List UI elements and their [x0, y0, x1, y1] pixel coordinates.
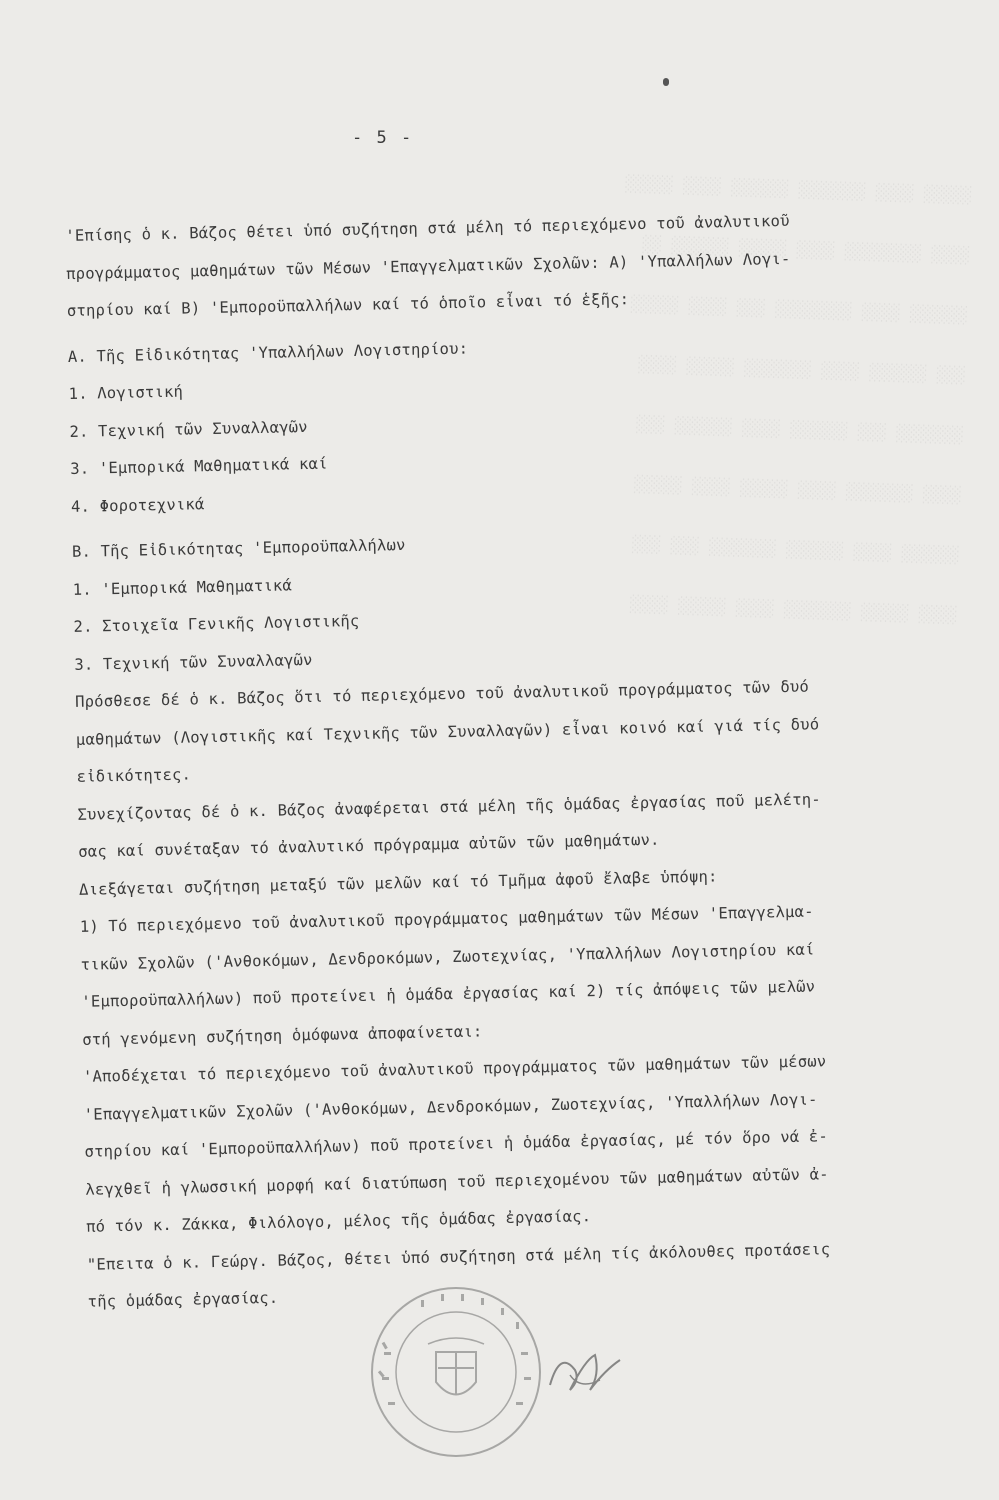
document-body [65, 200, 968, 1322]
text-line: 'Αποδέχεται τό περιεχόμενο τοῦ ἀναλυτικοῦ προγράμματος τῶν μαθημάτων τῶν μέσων [82, 1052, 827, 1086]
text-line: πό τόν κ. Ζάκκα, Φιλόλογο, μέλος τῆς ὁμάδας ἐργασίας. [85, 1207, 592, 1236]
list-item: 1. Λογιστική [68, 382, 184, 403]
text-line: 'Εμποροϋπαλλήλων) ποῦ προτείνει ἡ ὁμάδα ἐργασίας καί 2) τίς ἀπόψεις τῶν μελῶν [81, 977, 816, 1011]
text-line: τικῶν Σχολῶν ('Ανθοκόμων, Δενδροκόμων, Ζωοτεχνίας, 'Υπαλλήλων Λογιστηρίου καί [80, 939, 815, 974]
text-line: Πρόσθεσε δέ ὁ κ. Βάζος ὅτι τό περιεχόμενο τοῦ ἀναλυτικοῦ προγράμματος τῶν δυό [74, 677, 810, 711]
text-line: στηρίου καί Β) 'Εμποροϋπαλλήλων καί τό ὁποῖο εἶναι τό ἑξῆς: [66, 290, 630, 320]
list-item: 2. Στοιχεῖα Γενικῆς Λογιστικῆς [73, 611, 360, 636]
section-heading-b: Β. Τῆς Εἰδικότητας 'Εμποροϋπαλλήλων [71, 535, 406, 561]
page-number: - 5 - [352, 128, 414, 148]
text-line: μαθημάτων (Λογιστικῆς καί Τεχνικῆς τῶν Συναλλαγῶν) εἶναι κοινό καί γιά τίς δυό [75, 714, 820, 749]
text-line: 'Επίσης ὁ κ. Βάζος θέτει ὑπό συζήτηση στά μέλη τό περιεχόμενο τοῦ ἀναλυτικοῦ [65, 211, 790, 245]
ink-mark [663, 78, 669, 86]
list-item: 4. Φοροτεχνικά [70, 494, 205, 516]
text-line: "Επειτα ὁ κ. Γεώργ. Βάζος, θέτει ὑπό συζήτηση στά μέλη τίς ἀκόλουθες προτάσεις [86, 1239, 831, 1274]
text-line: λεγχθεῖ ἡ γλωσσική μορφή καί διατύπωση τοῦ περιεχομένου τῶν μαθημάτων αὐτῶν ἀ- [85, 1164, 829, 1199]
text-line: 'Επαγγελματικῶν Σχολῶν ('Ανθοκόμων, Δενδροκόμων, Ζωοτεχνίας, 'Υπαλλήλων Λογι- [83, 1089, 818, 1124]
text-line: εἰδικότητες. [76, 765, 192, 786]
list-item: 1. 'Εμπορικά Μαθηματικά [72, 575, 293, 599]
text-line: προγράμματος μαθημάτων τῶν Μέσων 'Επαγγελματικῶν Σχολῶν: Α) 'Υπαλλήλων Λογι- [65, 249, 791, 283]
text-line: 1) Τό περιεχόμενο τοῦ ἀναλυτικοῦ προγράμματος μαθημάτων τῶν Μέσων 'Επαγγελμα- [79, 902, 814, 936]
text-line: Διεξάγεται συζήτηση μεταξύ τῶν μελῶν καί τό Τμῆμα ἀφοῦ ἔλαβε ὑπόψη: [78, 866, 718, 899]
official-seal-stamp [366, 1282, 546, 1462]
text-line: στή γενόμενη συζήτηση ὁμόφωνα ἀποφαίνεται: [82, 1021, 483, 1049]
bleed-through-texture: ░░░░░ ░░░░ ░░░░░░░ ░░░░░░ ░░░░ ░░░░░ ░░░░ ░░░░░░░░ ░░░░ ░░░░░ ░░░░░░ ░░ ░░░░░░ ░░░░ ░░░░░░░░ ░░░ ░░░░ ░░░░░ ░░░ ░░░░░░ ░░░░ ░░░░░░░ ░░░░░ ░░░░ ░░░░░░░ ░░░ ░░░░░░ ░░░░ ░░░░░░ ░░░ ░░░░ ░░░░░░░ ░░░░ ░░░░░ ░░░░ ░░░░░ ░░░░░░ ░░░░ ░░░░░░ ░░░░░░░ ░░░ ░░░ ░░░░ ░░░░░ ░░░░░░░ ░░░░ ░░░░░ ░░░░ [624, 173, 972, 625]
list-item: 2. Τεχνική τῶν Συναλλαγῶν [69, 417, 308, 441]
text-line: τῆς ὁμάδας ἐργασίας. [87, 1288, 279, 1311]
handwritten-signature [540, 1330, 630, 1410]
list-item: 3. 'Εμπορικά Μαθηματικά καί [70, 454, 328, 478]
list-item: 3. Τεχνική τῶν Συναλλαγῶν [74, 650, 313, 674]
text-line: σας καί συνέταξαν τό ἀναλυτικό πρόγραμμα αὐτῶν τῶν μαθημάτων. [78, 830, 660, 861]
section-heading-a: Α. Τῆς Εἰδικότητας 'Υπαλλήλων Λογιστηρίου: [67, 339, 469, 366]
text-line: Συνεχίζοντας δέ ὁ κ. Βάζος ἀναφέρεται στά μέλη τῆς ὁμάδας ἐργασίας ποῦ μελέτη- [77, 789, 822, 824]
text-line: στηρίου καί 'Εμποροϋπαλλήλων) ποῦ προτείνει ἡ ὁμάδα ἐργασίας, μέ τόν ὅρο νά ἐ- [84, 1127, 829, 1161]
